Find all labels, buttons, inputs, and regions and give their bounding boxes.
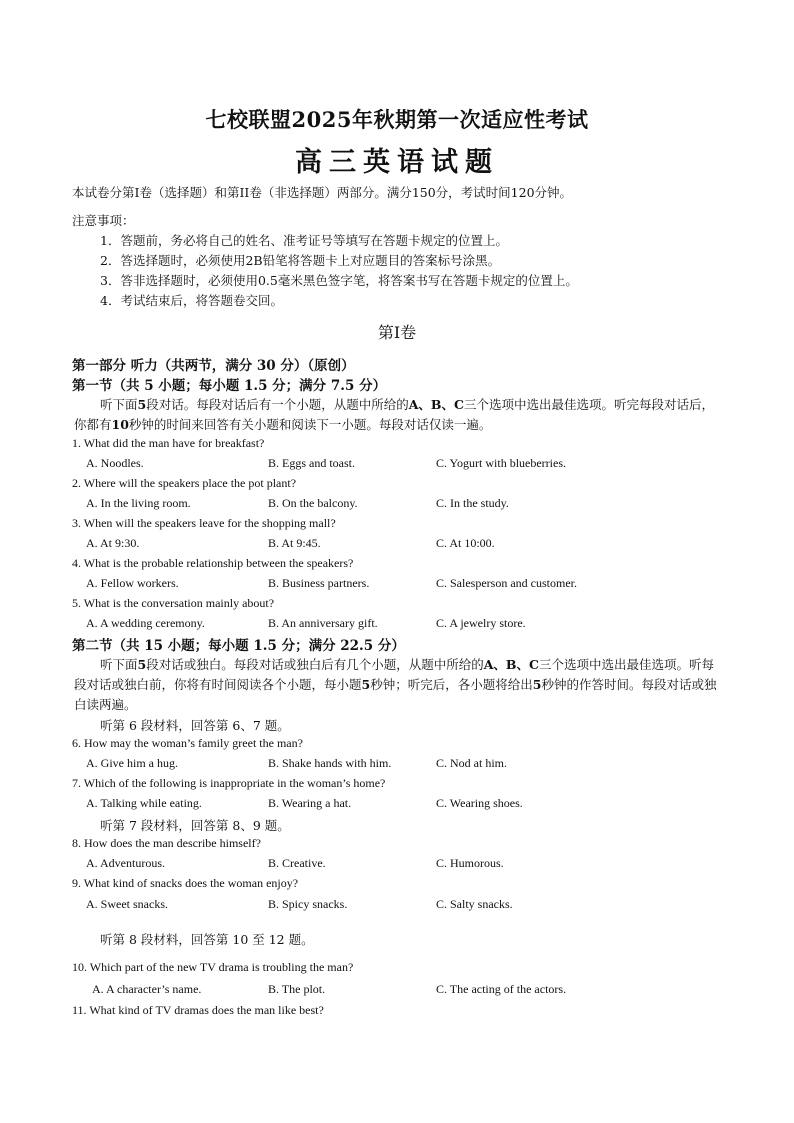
question-9: 9. What kind of snacks does the woman enjoy?: [72, 876, 299, 890]
option-a: A. Talking while eating.: [86, 796, 202, 810]
option-b: B. An anniversary gift.: [268, 616, 378, 630]
option-a: A. A character’s name.: [92, 982, 202, 996]
notes-heading: 注意事项：: [72, 213, 135, 228]
option-a: A. In the living room.: [86, 496, 191, 510]
option-c: C. Salesperson and customer.: [436, 576, 577, 590]
option-b: B. Wearing a hat.: [268, 796, 352, 810]
part1-heading: 第一部分 听力（共两节，满分 30 分）（原创）: [72, 358, 355, 374]
option-b: B. At 9:45.: [268, 536, 321, 550]
material-note: 听第 6 段材料，回答第 6、7 题。: [100, 718, 290, 733]
option-a: A. At 9:30.: [86, 536, 140, 550]
section2-instructions: 听下面5段对话或独白。每段对话或独白后有几个小题，从题中所给的A、B、C三个选项中选出最佳选项。听每段对话或独白前，你将有时间阅读各个小题，每小题5秒钟；听完后，各小题将给出5秒钟的作答时间。每段对话或独白读两遍。: [74, 657, 717, 712]
option-c: C. Salty snacks.: [436, 897, 513, 911]
option-b: B. Shake hands with him.: [268, 756, 392, 770]
option-b: B. Business partners.: [268, 576, 370, 590]
section2-heading: 第二节（共 15 小题；每小题 1.5 分；满分 22.5 分）: [72, 638, 405, 654]
question-10: 10. Which part of the new TV drama is troubling the man?: [72, 960, 354, 974]
note-item: 1．答题前，务必将自己的姓名、准考证号等填写在答题卡规定的位置上。: [100, 233, 508, 248]
question-2: 2. Where will the speakers place the pot plant?: [72, 476, 297, 490]
option-c: C. Yogurt with blueberries.: [436, 456, 566, 470]
question-4: 4. What is the probable relationship between the speakers?: [72, 556, 354, 570]
option-b: B. Eggs and toast.: [268, 456, 355, 470]
question-11: 11. What kind of TV dramas does the man like best?: [72, 1003, 324, 1017]
exam-intro: 本试卷分第I卷（选择题）和第II卷（非选择题）两部分。满分150分，考试时间120分钟。: [72, 185, 573, 200]
option-c: C. Wearing shoes.: [436, 796, 523, 810]
question-3: 3. When will the speakers leave for the shopping mall?: [72, 516, 336, 530]
material-note: 听第 7 段材料，回答第 8、9 题。: [100, 818, 290, 833]
exam-title: 七校联盟2025年秋期第一次适应性考试: [205, 107, 589, 132]
option-a: A. Adventurous.: [86, 856, 165, 870]
option-c: C. Nod at him.: [436, 756, 507, 770]
question-8: 8. How does the man describe himself?: [72, 836, 261, 850]
question-7: 7. Which of the following is inappropriate in the woman’s home?: [72, 776, 386, 790]
option-c: C. A jewelry store.: [436, 616, 526, 630]
option-a: A. Give him a hug.: [86, 756, 178, 770]
option-a: A. Sweet snacks.: [86, 897, 168, 911]
note-item: 2．答选择题时，必须使用2B铅笔将答题卡上对应题目的答案标号涂黑。: [100, 253, 501, 268]
section1-instructions: 听下面5段对话。每段对话后有一个小题，从题中所给的A、B、C三个选项中选出最佳选项。听完每段对话后，你都有10秒钟的时间来回答有关小题和阅读下一小题。每段对话仅读一遍。: [74, 397, 714, 432]
option-a: A. Noodles.: [86, 456, 144, 470]
option-b: B. Spicy snacks.: [268, 897, 348, 911]
option-b: B. The plot.: [268, 982, 326, 996]
question-6: 6. How may the woman’s family greet the man?: [72, 736, 303, 750]
option-a: A. Fellow workers.: [86, 576, 179, 590]
option-c: C. In the study.: [436, 496, 509, 510]
option-c: C. The acting of the actors.: [436, 982, 567, 996]
volume-heading: 第I卷: [377, 323, 417, 342]
option-c: C. Humorous.: [436, 856, 504, 870]
option-a: A. A wedding ceremony.: [86, 616, 205, 630]
question-5: 5. What is the conversation mainly about?: [72, 596, 275, 610]
option-c: C. At 10:00.: [436, 536, 495, 550]
note-item: 3．答非选择题时，必须使用0.5毫米黑色签字笔，将答案书写在答题卡规定的位置上。: [100, 273, 578, 288]
note-item: 4．考试结束后，将答题卷交回。: [100, 293, 283, 308]
option-b: B. On the balcony.: [268, 496, 358, 510]
material-note: 听第 8 段材料，回答第 10 至 12 题。: [100, 932, 314, 947]
exam-subtitle: 高三英语试题: [295, 147, 499, 178]
option-b: B. Creative.: [268, 856, 326, 870]
section1-heading: 第一节（共 5 小题；每小题 1.5 分；满分 7.5 分）: [72, 378, 387, 394]
question-1: 1. What did the man have for breakfast?: [72, 436, 265, 450]
